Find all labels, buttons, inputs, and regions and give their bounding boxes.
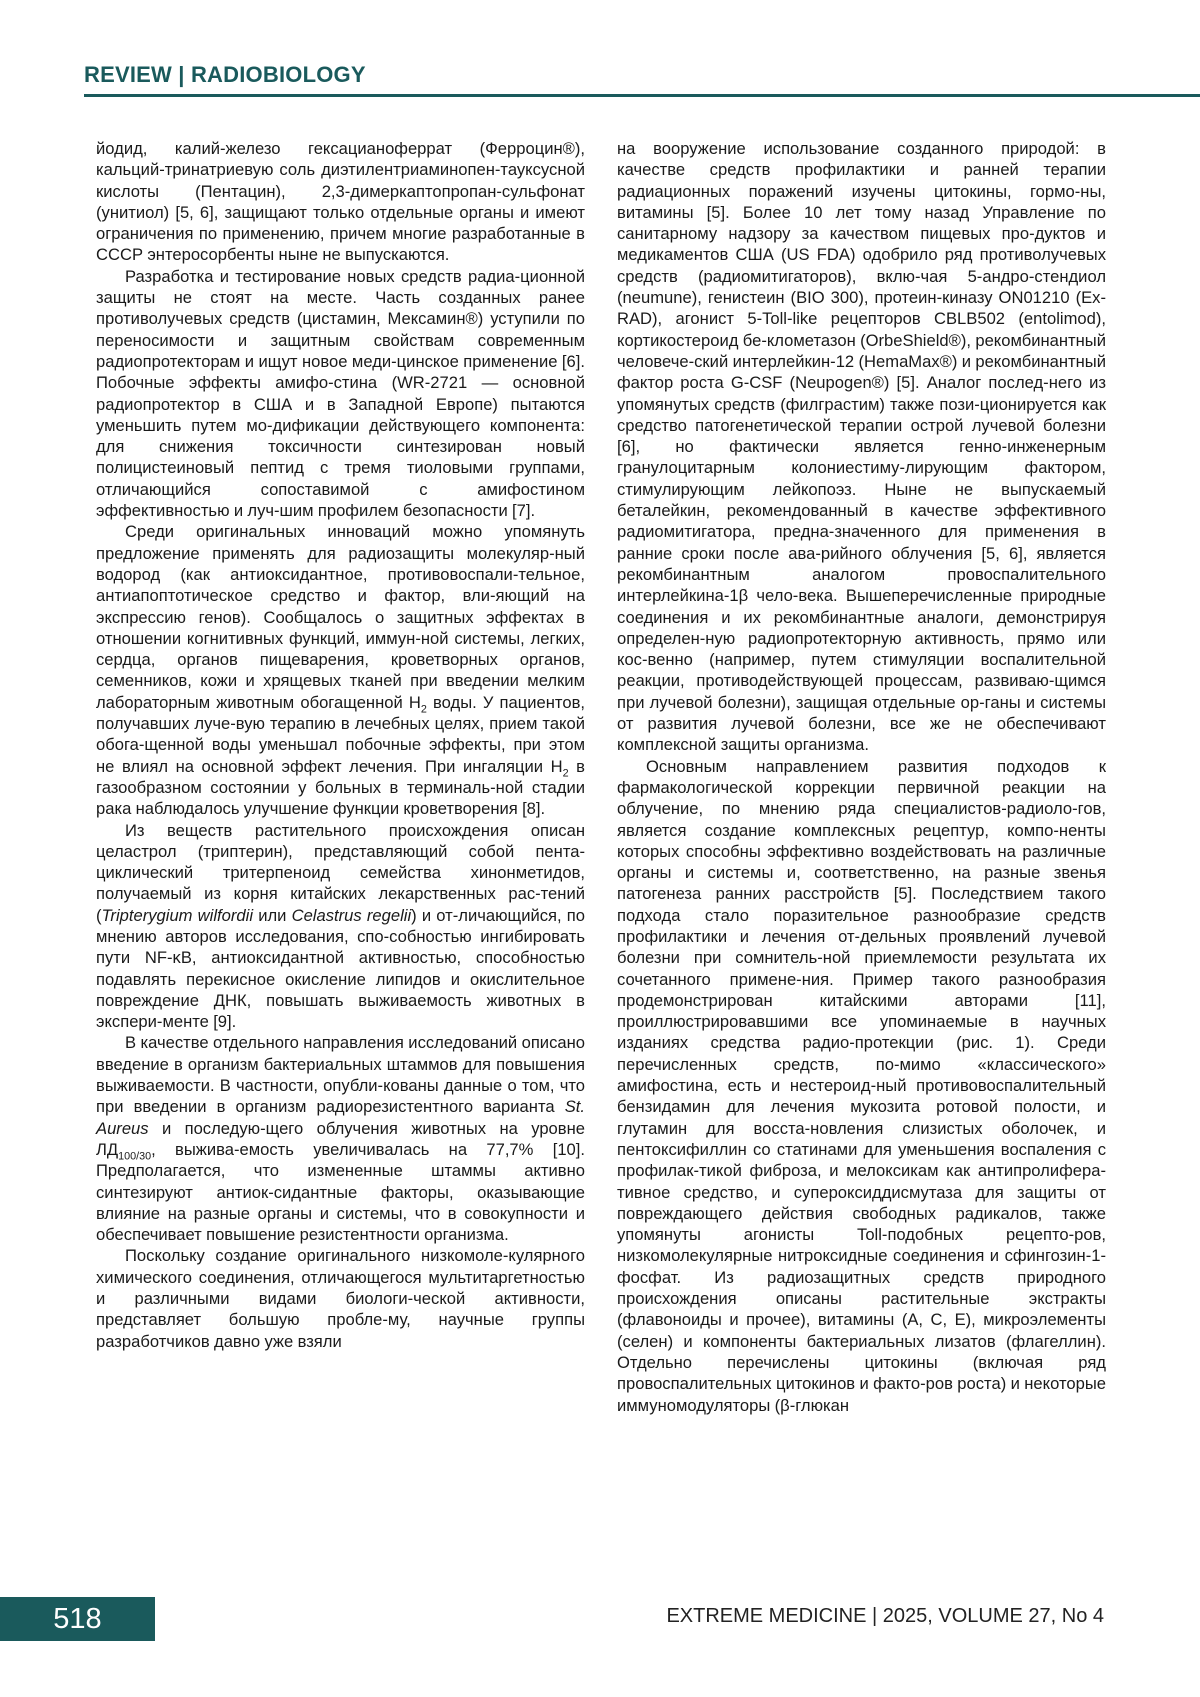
section-title: REVIEW | RADIOBIOLOGY bbox=[84, 62, 366, 87]
subscript: 2 bbox=[420, 703, 427, 716]
species-name: St. Aureus bbox=[96, 1097, 585, 1138]
text-span: , выжива-емость увеличивалась на 77,7% [10]. Предполагается, что измененные штаммы активно синтезируют антиок-сидантные факторы, оказывающие влияние на разные органы и системы, что в совокупности и обеспечивает повышение резистентности организма. bbox=[96, 1139, 585, 1245]
paragraph bbox=[96, 1032, 585, 1245]
species-name: Tripterygium wilfordii bbox=[101, 905, 254, 925]
text-span: ) и от-личающийся, по мнению авторов исследования, спо-собностью ингибировать пути NF-κB, антиоксидантной активностью, способностью подавлять перекисное окисление липидов и окислительное повреждение ДНК, повышать выживаемость животных в экспери-менте [9]. bbox=[96, 905, 586, 1032]
text-span: В качестве отдельного направления исследований описано введение в организм бактериальных штаммов для повышения выживаемости. В частности, опубли-кованы данные о том, что при введении в организм радиорезистентного варианта bbox=[96, 1033, 585, 1117]
article-body bbox=[96, 138, 1106, 1416]
text-span: воды. У пациентов, получавших луче-вую терапию в лечебных целях, прием такой обога-щенной воды уменьшал побочные эффекты, при этом не влиял на основной эффект лечения. При ингаляции H bbox=[96, 692, 585, 776]
text-span: Из веществ растительного происхождения описан целастрол (триптерин), представляющий собой пента-циклический тритерпеноид семейства хинонметидов, получаемый из корня китайских лекарственных рас-тений ( bbox=[96, 820, 585, 925]
paragraph: Поскольку создание оригинального низкомоле-кулярного химического соединения, отличающегося мультитаргетностью и различными видами биологи-ческой активности, представляет большую пробле-му, научные группы разработчиков давно уже взяли bbox=[96, 1246, 585, 1351]
text-span: или bbox=[253, 905, 292, 925]
subscript: 100/30 bbox=[118, 1150, 152, 1163]
paragraph: на вооружение использование созданного природой: в качестве средств профилактики и ранней терапии радиационных поражений изучены цитокины, гормо-ны, витамины [5]. Более 10 лет тому назад Управление по санитарному надзору за качеством пищевых про-дуктов и медикаментов США (US FDA) одобрило ряд противолучевых средств (радиомитигаторов), вклю-чая 5-андро-стендиол (neumune), генистеин (BIO 300), протеин-киназу ON01210 (Ex-RAD), агонист 5-Toll-like рецепторов CBLB502 (entolimod), кортикостероид бе-клометазон (OrbeShield®), рекомбинантный человече-ский интерлейкин-12 (HemaMax®) и рекомбинантный фактор роста G-CSF (Neupogen®) [5]. Аналог послед-него из упомянутых средств (филграстим) также пози-ционируется как средство патогенетической терапии острой лучевой болезни [6], но фактически является генно-инженерным гранулоцитарным колониестиму-лирующим фактором, стимулирующим лейкопоэз. Ныне не выпускаемый беталейкин, рекомендованный в качестве эффективного радиомитигатора, предна-значенного для применения в ранние сроки после ава-рийного облучения [5, 6], является рекомбинантным аналогом провоспалительного интерлейкина-1β чело-века. Вышеперечисленные природные соединения и их рекомбинантные аналоги, демонстрируя определен-ную радиопротекторную активность, прямо или кос-венно (например, путем стимуляции воспалительной реакции, противодействующей процессам, развиваю-щимся при лучевой болезни), защищая отдельные ор-ганы и системы от развития лучевой болезни, все же не обеспечивают комплексной защиты организма. bbox=[617, 139, 1106, 755]
header-rule bbox=[84, 94, 1200, 97]
paragraph: йодид, калий-железо гексацианоферрат (Ферроцин®), кальций-тринатриевую соль диэтилентриаминопен-тауксусной кислоты (Пентацин), 2,3-димеркаптопропан-сульфонат (унитиол) [5, 6], защищают только отдельные органы и имеют ограничения по применению, причем многие разработанные в СССР энтеросорбенты ныне не выпускаются. bbox=[96, 139, 585, 265]
text-span: Среди оригинальных инноваций можно упомянуть предложение применять для радиозащиты молекуляр-ный водород (как антиоксидантное, противовоспали-тельное, антиапоптотическое средство и фактор, вли-яющий на экспрессию генов). Сообщалось о защитных эффектах в отношении когнитивных функций, иммун-ной системы, легких, сердца, органов пищеварения, кроветворных органов, семенников, кожи и хрящевых тканей при введении мелким лабораторным животным обогащенной H bbox=[96, 522, 585, 712]
species-name: Celastrus regelii bbox=[291, 905, 412, 925]
page-number: 518 bbox=[0, 1597, 155, 1641]
page-header bbox=[84, 62, 1200, 97]
journal-info: EXTREME MEDICINE | 2025, VOLUME 27, No 4 bbox=[666, 1605, 1104, 1627]
paragraph bbox=[96, 521, 585, 819]
text-span: в газообразном состоянии у больных в терминаль-ной стадии рака наблюдалось улучшение функции кроветворения [8]. bbox=[96, 756, 585, 819]
text-span: и последую-щего облучения животных на уровне ЛД bbox=[96, 1118, 585, 1159]
paragraph: Разработка и тестирование новых средств радиа-ционной защиты не стоят на месте. Часть созданных ранее противолучевых средств (цистамин, Мексамин®) уступили по переносимости и защитным свойствам современным радиопротекторам и ищут новое меди-цинское применение [6]. Побочные эффекты амифо-стина (WR-2721 — основной радиопротектор в США и в Западной Европе) пытаются уменьшить путем мо-дификации действующего компонента: для снижения токсичности синтезирован новый полицистеиновый пептид с тремя тиоловыми группами, отличающийся сопоставимой с амифостином эффективностью и луч-шим профилем безопасности [7]. bbox=[96, 266, 585, 521]
subscript: 2 bbox=[562, 766, 569, 779]
paragraph: Основным направлением развития подходов к фармакологической коррекции первичной реакции на облучение, по мнению ряда специалистов-радиоло-гов, является создание комплексных рецептур, компо-ненты которых способны эффективно воздействовать на различные органы и системы и, соответственно, на разные звенья патогенеза ранних расстройств [5]. Последствием такого подхода стало поразительное разнообразие средств профилактики и лечения от-дельных проявлений лучевой болезни при сомнитель-ной приемлемости результата их сочетанного примене-ния. Пример такого разнообразия продемонстрирован китайскими авторами [11], проиллюстрировавшими все упоминаемые в научных изданиях средства радио-протекции (рис. 1). Среди перечисленных средств, по-мимо «классического» амифостина, есть и нестероид-ный противовоспалительный бензидамин для лечения мукозита ротовой полости, и глутамин для восста-новления слизистых оболочек, и пентоксифиллин со статинами для уменьшения воспаления с профилак-тикой фиброза, и мелоксикам как антипролифера-тивное средство, и супероксиддисмутаза для защиты от повреждающего действия свободных радикалов, также упомянуты агонисты Toll-подобных рецепто-ров, низкомолекулярные нитроксидные соединения и сфингозин-1-фосфат. Из радиозащитных средств природного происхождения описаны растительные экстракты (флавоноиды и прочее), витамины (A, C, E), микроэлементы (селен) и компоненты бактериальных лизатов (флагеллин). Отдельно перечислены цитокины (включая ряд провоспалительных цитокинов и факто-ров роста) и некоторые иммуномодуляторы (β-глюкан bbox=[617, 756, 1106, 1415]
paragraph bbox=[96, 820, 585, 1033]
left-column bbox=[96, 138, 585, 1416]
right-column bbox=[617, 138, 1106, 1416]
